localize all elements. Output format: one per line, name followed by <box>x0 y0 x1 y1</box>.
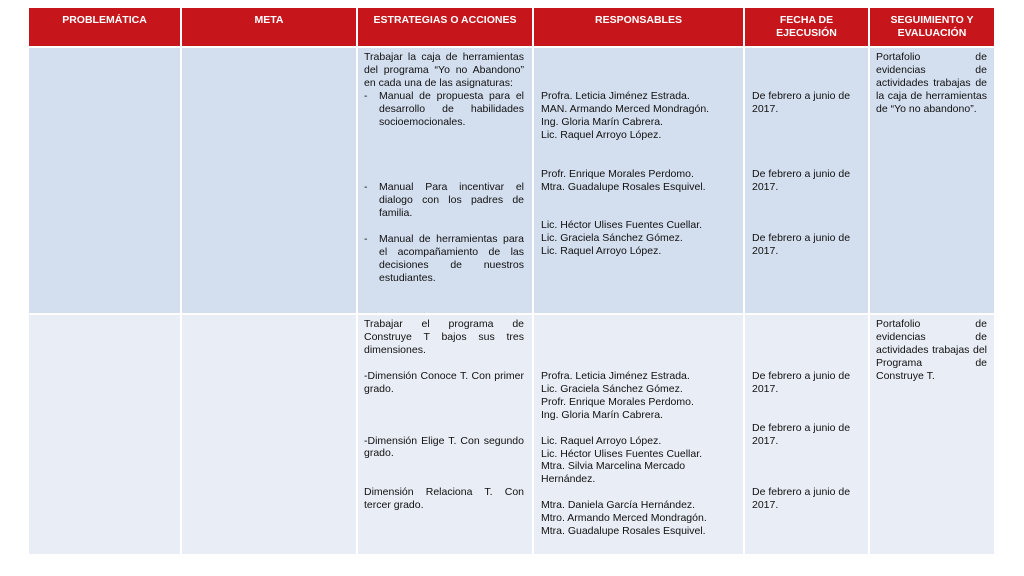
strategy-item: -Dimensión Elige T. Con segundo grado. <box>364 434 524 460</box>
cell-problematica <box>29 47 181 314</box>
responsables-group: Lic. Raquel Arroyo López. Lic. Héctor Ulises Fuentes Cuellar. Mtra. Silvia Marcelina Mercado Hernández. <box>541 434 703 486</box>
responsables-group: Lic. Héctor Ulises Fuentes Cuellar. Lic. Graciela Sánchez Gómez. Lic. Raquel Arroyo López. <box>541 219 703 258</box>
cell-estrategias <box>357 314 533 554</box>
strategy-item: - Manual de propuesta para el desarrollo de habilidades socioemocionales. <box>364 89 524 128</box>
responsables-group: Profra. Leticia Jiménez Estrada. MAN. Armando Merced Mondragón. Ing. Gloria Marín Cabrera. Lic. Raquel Arroyo López. <box>541 90 710 141</box>
cell-fecha <box>744 314 869 554</box>
header-problematica: PROBLEMÁTICA <box>29 8 181 47</box>
header-estrategias: ESTRATEGIAS O ACCIONES <box>357 8 533 47</box>
date-text: De febrero a junio de 2017. <box>752 485 851 511</box>
strategy-item: Dimensión Relaciona T. Con tercer grado. <box>364 486 524 512</box>
strategy-item: - Manual de herramientas para el acompañamiento de las decisiones de nuestros estudiantes. <box>364 233 524 284</box>
strategy-intro: Trabajar el programa de Construye T bajos sus tres dimensiones. <box>364 318 524 356</box>
table-row <box>29 314 994 554</box>
date-text: De febrero a junio de 2017. <box>752 167 851 193</box>
cell-fecha <box>744 47 869 314</box>
date-text: De febrero a junio de 2017. <box>752 421 851 447</box>
strategy-item: - Manual Para incentivar el dialogo con los padres de familia. <box>364 181 524 220</box>
cell-responsables <box>533 314 744 554</box>
cell-meta <box>181 47 357 314</box>
table-row <box>29 47 994 314</box>
responsables-group: Profr. Enrique Morales Perdomo. Mtra. Guadalupe Rosales Esquivel. <box>541 167 706 193</box>
responsables-group: Profra. Leticia Jiménez Estrada. Lic. Graciela Sánchez Gómez. Profr. Enrique Morales Perdomo. Ing. Gloria Marín Cabrera. <box>541 370 694 421</box>
cell-estrategias <box>357 47 533 314</box>
strategy-item: -Dimensión Conoce T. Con primer grado. <box>364 369 524 395</box>
cell-seguimiento: Portafolio de evidencias de actividades trabajas de la caja de herramientas de “Yo no abandono”. <box>869 47 994 314</box>
cell-responsables <box>533 47 744 314</box>
header-seguimiento: SEGUIMIENTO Y EVALUACIÓN <box>869 8 994 47</box>
strategy-intro: Trabajar la caja de herramientas del programa “Yo no Abandono” en cada una de las asignaturas: <box>364 51 524 89</box>
header-fecha: FECHA DE EJECUSIÓN <box>744 8 869 47</box>
date-text: De febrero a junio de 2017. <box>752 90 851 115</box>
date-text: De febrero a junio de 2017. <box>752 370 851 395</box>
responsables-group: Mtra. Daniela García Hernández. Mtro. Armando Merced Mondragón. Mtra. Guadalupe Rosales Esquivel. <box>541 499 707 538</box>
header-row <box>29 8 994 47</box>
header-meta: META <box>181 8 357 47</box>
cell-seguimiento: Portafolio de evidencias de actividades trabajas del Programa de Construye T. <box>869 314 994 554</box>
date-text: De febrero a junio de 2017. <box>752 231 851 257</box>
header-responsables: RESPONSABLES <box>533 8 744 47</box>
cell-meta <box>181 314 357 554</box>
action-plan-table <box>29 8 994 554</box>
cell-problematica <box>29 314 181 554</box>
